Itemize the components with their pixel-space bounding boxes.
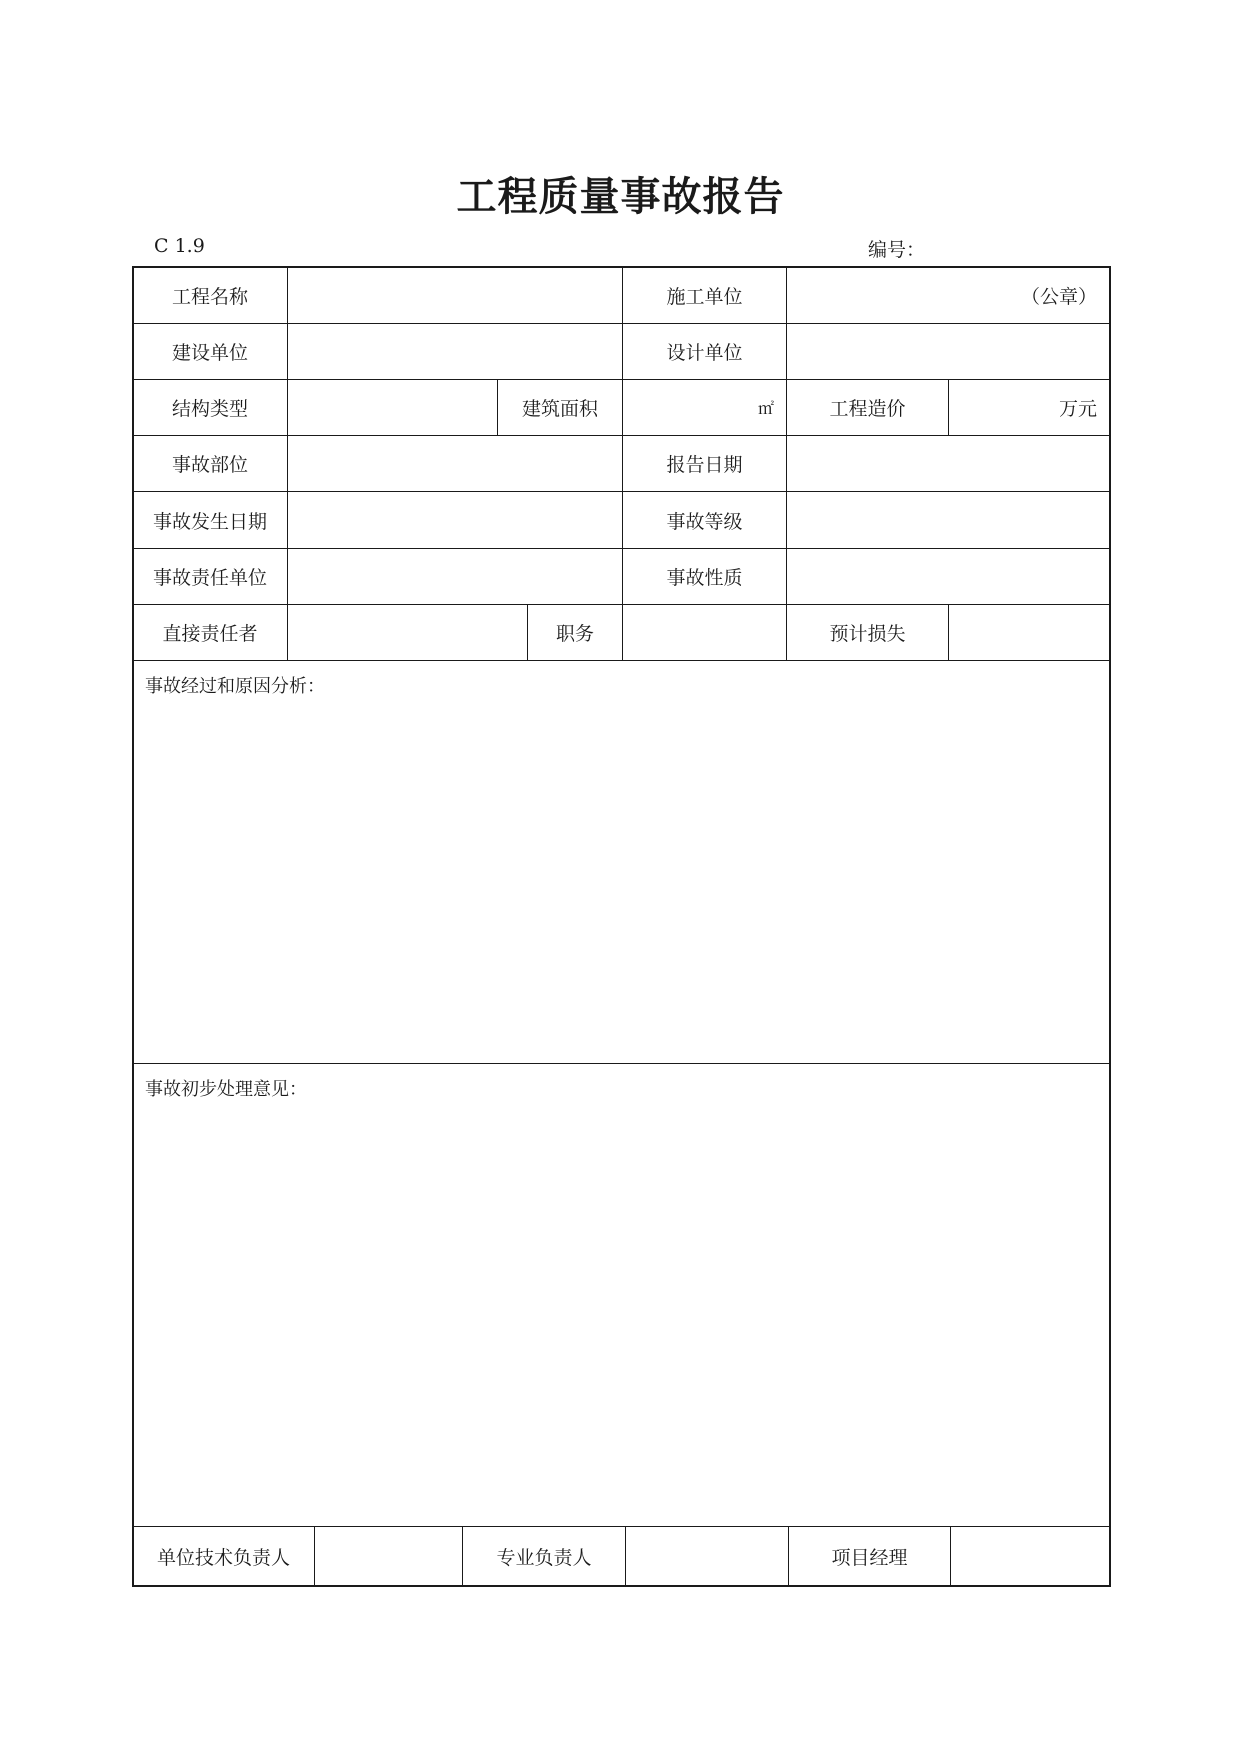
form-code: C 1.9: [154, 235, 205, 257]
accident-level-field[interactable]: [787, 492, 1109, 548]
project-cost-field[interactable]: [949, 380, 1109, 435]
estimated-loss-field[interactable]: [949, 605, 1109, 660]
project-cost-label: 工程造价: [829, 398, 906, 420]
cost-unit: 万元: [1058, 398, 1097, 420]
process-analysis-area[interactable]: [133, 700, 1109, 1062]
position-field[interactable]: [623, 605, 786, 660]
structure-type-label: 结构类型: [171, 398, 248, 420]
preliminary-opinion-area[interactable]: [133, 1103, 1109, 1525]
position-label: 职务: [555, 623, 594, 645]
structure-type-field[interactable]: [288, 380, 497, 435]
responsible-unit-label: 事故责任单位: [152, 567, 267, 589]
project-name-label: 工程名称: [171, 286, 248, 308]
project-manager-label: 项目经理: [831, 1546, 908, 1569]
project-name-field[interactable]: [288, 268, 622, 323]
building-area-label: 建筑面积: [521, 398, 598, 420]
report-date-label: 报告日期: [666, 454, 743, 476]
accident-date-label: 事故发生日期: [152, 510, 267, 533]
accident-nature-label: 事故性质: [666, 567, 743, 589]
construction-unit-field[interactable]: [787, 268, 1109, 323]
number-label: 编号：: [868, 239, 926, 261]
document-title: 工程质量事故报告: [456, 173, 785, 220]
accident-nature-field[interactable]: [787, 549, 1109, 604]
estimated-loss-label: 预计损失: [829, 623, 906, 645]
direct-responsible-field[interactable]: [288, 605, 527, 660]
owner-unit-label: 建设单位: [171, 342, 248, 364]
project-manager-signature[interactable]: [951, 1527, 1109, 1585]
responsible-unit-field[interactable]: [288, 549, 622, 604]
tech-lead-label: 单位技术负责人: [156, 1546, 290, 1569]
accident-location-field[interactable]: [288, 436, 622, 491]
construction-unit-label: 施工单位: [666, 286, 743, 308]
accident-date-field[interactable]: [288, 492, 622, 548]
report-date-field[interactable]: [787, 436, 1109, 491]
direct-responsible-label: 直接责任者: [162, 623, 258, 645]
design-unit-field[interactable]: [787, 324, 1109, 379]
building-area-field[interactable]: [623, 380, 786, 435]
seal-note: （公章）: [1020, 286, 1097, 308]
owner-unit-field[interactable]: [288, 324, 622, 379]
accident-level-label: 事故等级: [666, 510, 743, 533]
area-unit: ㎡: [757, 399, 774, 418]
specialty-lead-label: 专业负责人: [496, 1546, 592, 1569]
specialty-lead-signature[interactable]: [626, 1527, 788, 1585]
tech-lead-signature[interactable]: [315, 1527, 462, 1585]
process-analysis-label: 事故经过和原因分析：: [145, 676, 325, 697]
accident-location-label: 事故部位: [171, 454, 248, 476]
row-divider: [133, 1063, 1110, 1064]
design-unit-label: 设计单位: [666, 342, 743, 364]
preliminary-opinion-label: 事故初步处理意见：: [145, 1079, 307, 1100]
row-divider: [133, 660, 1110, 661]
